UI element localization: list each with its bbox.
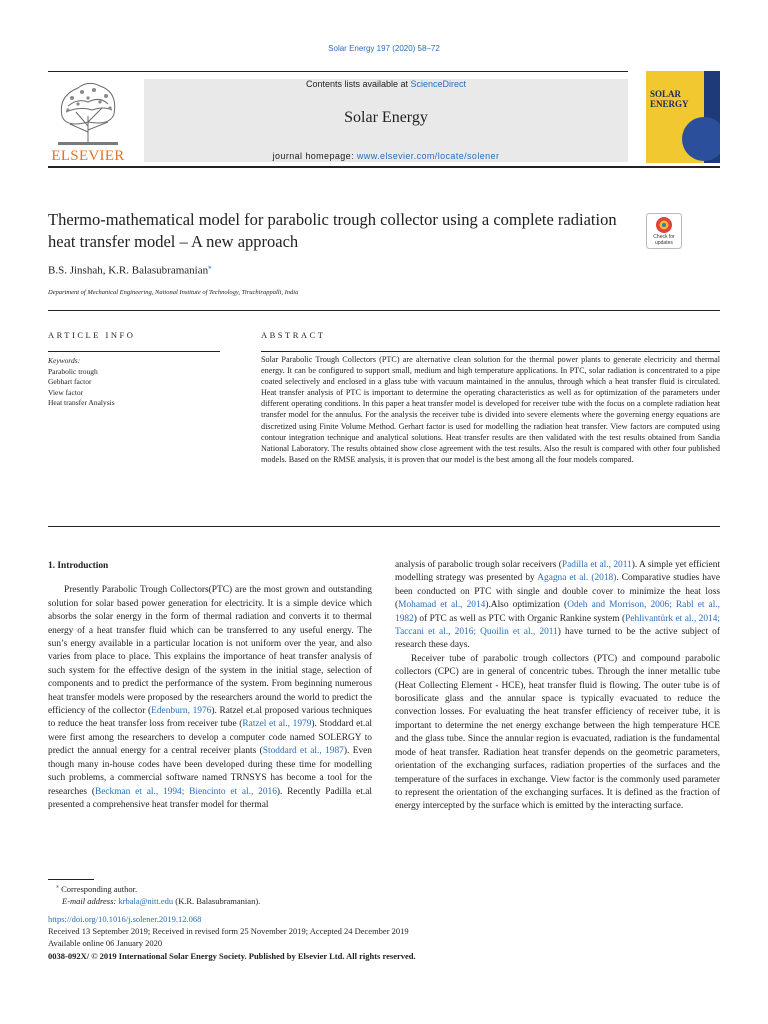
paragraph-text: ). Even though many in-house codes have been developed during these time for modelling such problems, a commercial software named TRNSYS has become a tool for the researches ( xyxy=(48,746,372,797)
article-info-heading: ARTICLE INFO xyxy=(48,330,136,340)
contents-line xyxy=(144,79,628,89)
keywords-block xyxy=(48,356,220,409)
publication-info xyxy=(48,913,720,962)
keywords-label: Keywords: xyxy=(48,356,81,365)
doi-link[interactable]: https://doi.org/10.1016/j.solener.2019.12.068 xyxy=(48,914,202,924)
intro-paragraph-1 xyxy=(48,584,372,812)
paragraph-text: Presently Parabolic Trough Collectors(PTC) are the most grown and outstanding solution for solar based power generation for electricity. It is a simple device which absorbs the solar energy in the form of thermal radiation and converts it to thermal energy of a heat transfer fluid which can be transferred to any useful energy. The sun’s energy available in a particular location is not uniform over the year, and also varies from place to place. This explains the importance of heat transfer analysis of such system for the effective design of the system in the initial stage, selection of components and to predict the performance of the system. From beginning numerous heat transfer models were proposed by the researchers around the world to predict the efficiency of the collector ( xyxy=(48,585,372,717)
cover-title xyxy=(650,89,689,109)
citation-link[interactable]: Edenburn, 1976 xyxy=(151,706,212,717)
abstract-text: Solar Parabolic Trough Collectors (PTC) are alternative clean solution for the thermal power plants to generate electricity and thermal energy. It can be configured to support small, medium and high temperature applications. In PTC, solar radiation is concentrated to a pipe coated selectively and enclosed in a glass tube with vacuum maintained in the annulus, through which a heat transfer fluid is circulated. Heat transfer analysis of PTC is important to determine the operating characteristics as well as for optimization of the parameters under different operating conditions. In this paper a heat transfer model is developed for receiver tube with the focus on a complete radiation heat transfer model for the annulus. For the analysis the receiver tube is divided into severe elements where the governing energy equations are discretized using Finite Volume Method. Gerhart factor is used for modelling the radiation heat transfer. View factors are computed using contour integration technique and analytical solutions. Heat transfer results are then validated with the test results obtained from Sandia National Laboratory. The results obtained show close agreement with the test results. Also the result is compared with other four published models. Based on the RMSE analysis, it is proven that our model is the best among all the four models compared. xyxy=(261,355,720,464)
check-for-updates-label: Check for updates xyxy=(653,234,675,246)
homepage-prefix: journal homepage: xyxy=(272,151,357,161)
corresponding-author-mark[interactable]: ⁎ xyxy=(208,263,212,271)
journal-cover-thumbnail[interactable] xyxy=(646,71,720,163)
available-online: Available online 06 January 2020 xyxy=(48,938,163,949)
author-list xyxy=(48,263,212,277)
citation-link[interactable]: Ratzel et al., 1979 xyxy=(242,719,312,730)
footnote-rule xyxy=(48,879,94,880)
homepage-line xyxy=(144,151,628,161)
email-label: E-mail address: xyxy=(62,895,119,906)
citation-link[interactable]: Stoddard et al., 1987 xyxy=(262,746,344,757)
email-note xyxy=(48,895,548,907)
cover-globe-icon xyxy=(682,117,720,161)
elsevier-wordmark: ELSEVIER xyxy=(51,148,125,164)
keywords-rule xyxy=(48,351,220,352)
body-column-right xyxy=(395,559,720,814)
corresponding-author-note xyxy=(48,881,548,895)
abstract-heading: ABSTRACT xyxy=(261,330,326,340)
contents-prefix: Contents lists available at xyxy=(305,79,411,89)
paragraph-text: ) have turned to be the active subject of research these days. xyxy=(395,627,720,651)
citation-link[interactable]: Odeh and Morrison, 2006; Rabl et al., 1982 xyxy=(395,600,721,624)
paragraph-text: ). A simple yet efficient modelling strategy was presented by xyxy=(395,560,720,584)
paragraph-text: analysis of parabolic trough solar receivers ( xyxy=(395,560,562,570)
citation-link[interactable]: Agagna et al. (2018) xyxy=(537,573,617,584)
journal-title: Solar Energy xyxy=(344,109,428,126)
header-rule-top xyxy=(48,71,628,72)
citation-link[interactable]: Beckman et al., 1994; Biencinto et al., 2016 xyxy=(94,786,277,797)
cover-title-line-1: SOLAR xyxy=(650,89,682,99)
citation-link[interactable]: Pehlivantürk et al., 2014; Taccani et al., 2016; Quoilin et al., 2011 xyxy=(395,613,721,638)
footnote-mark: ⁎ xyxy=(56,884,59,890)
keyword-item: View factor xyxy=(48,387,84,397)
body-column-left xyxy=(48,560,372,812)
header-rule-bottom xyxy=(48,166,720,168)
author-affiliation: Department of Mechanical Engineering, National Institute of Technology, Tiruchirappalli, India xyxy=(48,289,299,296)
article-title: Thermo-mathematical model for parabolic trough collector using a complete radiation heat transfer model – A new approach xyxy=(48,210,617,251)
authors-text: B.S. Jinshah, K.R. Balasubramanian xyxy=(48,264,209,277)
citation-link[interactable]: Padilla et al., 2011 xyxy=(561,560,632,570)
email-owner: (K.R. Balasubramanian). xyxy=(173,895,261,906)
corresponding-text: Corresponding author. xyxy=(59,883,138,894)
journal-homepage-link[interactable]: www.elsevier.com/locate/solener xyxy=(356,151,500,161)
sciencedirect-link[interactable]: ScienceDirect xyxy=(410,79,467,89)
footnotes xyxy=(48,881,548,907)
paragraph-text: ) of PTC as well as PTC with Organic Rankine system ( xyxy=(413,613,626,624)
cover-title-line-2: ENERGY xyxy=(650,99,689,109)
citation-link[interactable]: Mohamad et al., 2014 xyxy=(398,600,486,611)
paragraph-text: ). Stoddard et.al were first among the researchers to develop a computer code named SOLERGY to predict the annual energy for a central receiver plants ( xyxy=(48,719,372,757)
keyword-item: Heat transfer Analysis xyxy=(48,398,115,407)
intro-paragraph-2: Receiver tube of parabolic trough collectors (PTC) and compound parabolic collectors (CPC) are in general of concentric tubes. Through the inner metallic tube (Heat Collecting Element - HCE), heat transfer fluid is flowing. The outer tube is of borosilicate glass and the annular space is typically evacuated to reduce the convection losses. For evaluating the heat transfer efficiency of receiver tube, it is important to determine the net energy exchange between the high temperature HCE and the glass tube. Since the annular region is evacuated, radiation is the fundamental mode of heat transfer. Radiation heat transfer depends on the geometric parameters, orientation of the exchanging surfaces, radiation properties of the surfaces and the temperature of the surfaces in exchange. View factor is the commonly used parameter to represent the orientation of the exchanging surfaces. It is defined as the fraction of energy intercepted by the surface which is emitted by the interacting surface. xyxy=(395,653,720,812)
introduction-heading: 1. Introduction xyxy=(48,561,109,571)
keyword-item: Gebhart factor xyxy=(48,377,92,386)
journal-reference[interactable]: Solar Energy 197 (2020) 58–72 xyxy=(328,44,440,53)
paragraph-text: ).Also optimization ( xyxy=(485,600,568,611)
copyright-line: 0038-092X/ © 2019 International Solar Energy Society. Published by Elsevier Ltd. All rights reserved. xyxy=(48,950,416,961)
email-link[interactable]: krbala@nitt.edu xyxy=(118,895,174,906)
body-rule xyxy=(48,526,720,527)
intro-paragraph-1-continued xyxy=(395,559,720,653)
received-dates: Received 13 September 2019; Received in revised form 25 November 2019; Accepted 24 December 2019 xyxy=(48,926,409,937)
info-rule xyxy=(48,310,720,311)
paragraph-text: ). Recently Padilla et.al presented a comprehensive heat transfer model for thermal xyxy=(48,786,373,810)
keyword-item: Parabolic trough xyxy=(48,366,98,376)
paragraph-text: ). Ratzel et.al proposed various techniques to reduce the heat transfer loss from receiver tube ( xyxy=(48,706,372,730)
paragraph-text: . Comparative studies have been conducted on PTC with single and double cover to minimize the heat loss ( xyxy=(395,573,720,611)
abstract-rule xyxy=(261,351,720,352)
